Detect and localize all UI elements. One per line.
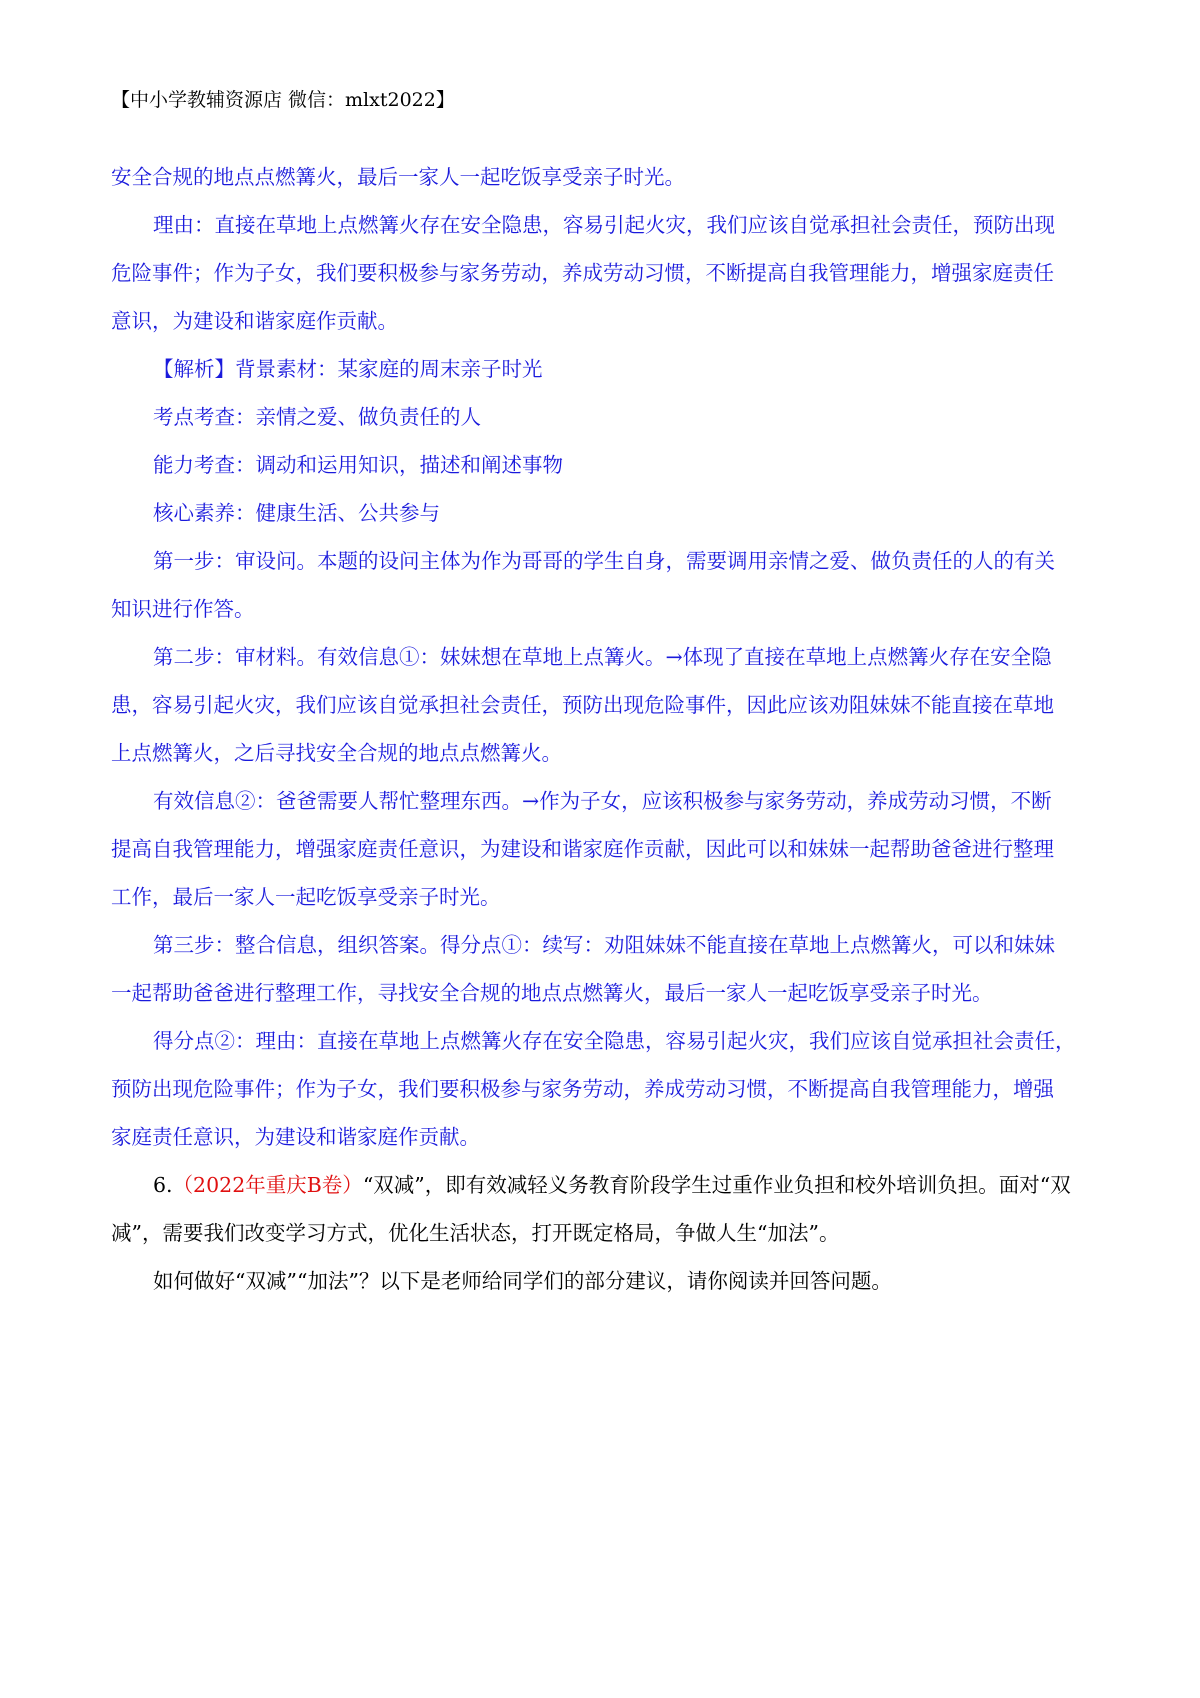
answer-line: 家庭责任意识，为建设和谐家庭作贡献。 xyxy=(111,1125,480,1149)
answer-line: 上点燃篝火，之后寻找安全合规的地点点燃篝火。 xyxy=(111,741,562,765)
question-line1-text: “双减”，即有效减轻义务教育阶段学生过重作业负担和校外培训负担。面对“双 xyxy=(362,1173,1071,1197)
answer-section xyxy=(111,153,1091,1161)
answer-line: 第三步：整合信息，组织答案。得分点①：续写：劝阻妹妹不能直接在草地上点燃篝火，可以和妹妹 xyxy=(153,933,1055,957)
answer-line: 理由：直接在草地上点燃篝火存在安全隐患，容易引起火灾，我们应该自觉承担社会责任，预防出现 xyxy=(153,213,1055,237)
answer-line: 能力考查：调动和运用知识，描述和阐述事物 xyxy=(153,453,563,477)
answer-line: 考点考查：亲情之爱、做负责任的人 xyxy=(153,405,481,429)
answer-line: 危险事件；作为子女，我们要积极参与家务劳动，养成劳动习惯，不断提高自我管理能力，增强家庭责任 xyxy=(111,261,1054,285)
answer-line: 【解析】背景素材：某家庭的周末亲子时光 xyxy=(153,357,543,381)
answer-line: 核心素养：健康生活、公共参与 xyxy=(153,501,440,525)
answer-line: 第一步：审设问。本题的设问主体为作为哥哥的学生自身，需要调用亲情之爱、做负责任的人的有关 xyxy=(153,549,1055,573)
answer-line: 一起帮助爸爸进行整理工作，寻找安全合规的地点点燃篝火，最后一家人一起吃饭享受亲子时光。 xyxy=(111,981,993,1005)
page-header: 【中小学教辅资源店 微信：mlxt2022】 xyxy=(111,89,455,111)
answer-line: 有效信息②：爸爸需要人帮忙整理东西。→作为子女，应该积极参与家务劳动，养成劳动习惯，不断 xyxy=(153,789,1052,813)
answer-line: 工作，最后一家人一起吃饭享受亲子时光。 xyxy=(111,885,501,909)
answer-line: 第二步：审材料。有效信息①：妹妹想在草地上点篝火。→体现了直接在草地上点燃篝火存在安全隐 xyxy=(153,645,1052,669)
document-body xyxy=(111,153,1091,1305)
question-first-line xyxy=(111,1161,1091,1209)
question-number: 6. xyxy=(153,1173,173,1197)
answer-line: 得分点②：理由：直接在草地上点燃篝火存在安全隐患，容易引起火灾，我们应该自觉承担社会责任， xyxy=(153,1029,1076,1053)
answer-line: 提高自我管理能力，增强家庭责任意识，为建设和谐家庭作贡献，因此可以和妹妹一起帮助爸爸进行整理 xyxy=(111,837,1054,861)
answer-line: 预防出现危险事件；作为子女，我们要积极参与家务劳动，养成劳动习惯，不断提高自我管理能力，增强 xyxy=(111,1077,1054,1101)
answer-line: 知识进行作答。 xyxy=(111,597,255,621)
answer-line: 安全合规的地点点燃篝火，最后一家人一起吃饭享受亲子时光。 xyxy=(111,165,685,189)
answer-line: 患，容易引起火灾，我们应该自觉承担社会责任，预防出现危险事件，因此应该劝阻妹妹不能直接在草地 xyxy=(111,693,1054,717)
answer-line: 意识，为建设和谐家庭作贡献。 xyxy=(111,309,398,333)
question-second-line: 减”，需要我们改变学习方式，优化生活状态，打开既定格局，争做人生“加法”。 xyxy=(111,1221,840,1245)
question-source: （2022年重庆B卷） xyxy=(172,1173,363,1197)
question-prompt-line: 如何做好“双减”“加法”？以下是老师给同学们的部分建议，请你阅读并回答问题。 xyxy=(153,1269,892,1293)
